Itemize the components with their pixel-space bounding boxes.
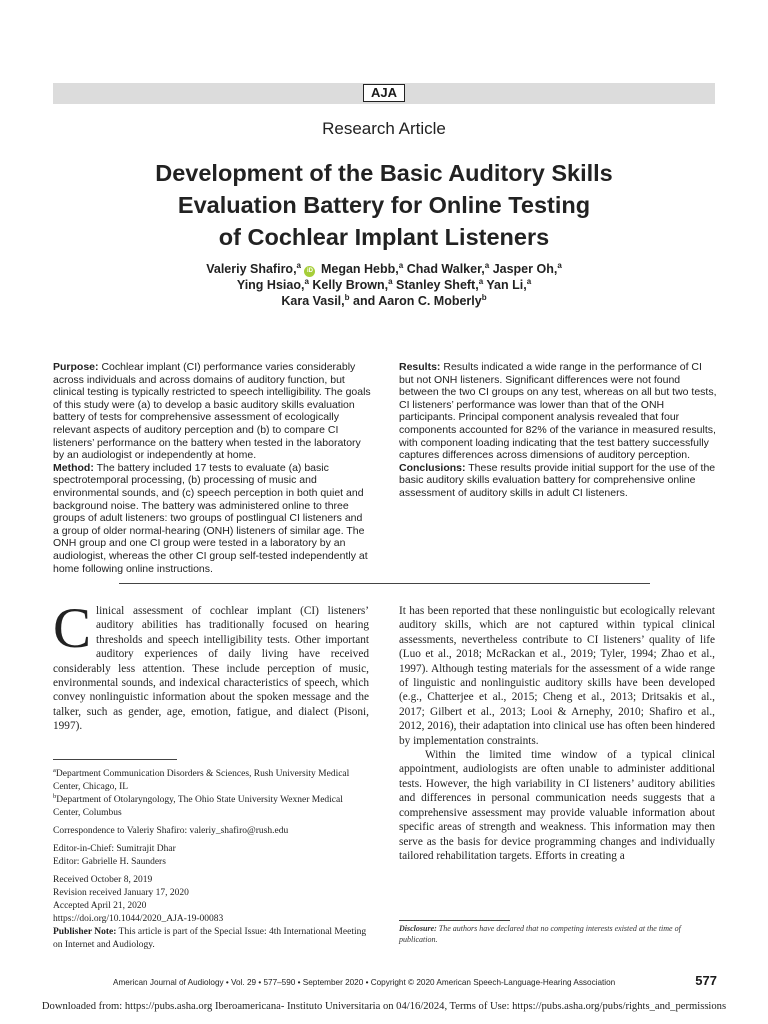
affiliation-a	[53, 768, 371, 794]
correspondence: Correspondence to Valeriy Shafiro: valeriy_shafiro@rush.edu	[53, 826, 289, 836]
affiliation-b-text: Department of Otolaryngology, The Ohio State University Wexner Medical Center, Columbus	[53, 795, 343, 818]
affiliation-b-mark: b	[53, 793, 57, 800]
abstract-conclusions	[399, 462, 717, 500]
affiliation-mark: b	[344, 293, 350, 302]
body-paragraph: Within the limited time window of a typical clinical appointment, audiologists are often unable to administer additional tests. However, the high variability in CI listeners’ auditory abilities and differences in personal communication needs suggests that a comprehensive assessment may provide valuable information about specific areas of strength and weakness. This information may then serve as the basis for device programming changes and individually tailored rehabilitation targets. Efforts in creating a	[399, 749, 715, 862]
disclosure-divider	[399, 920, 510, 921]
abstract-results	[399, 361, 717, 462]
page-number: 577	[695, 973, 717, 988]
disclosure	[399, 923, 717, 945]
author-name: Megan Hebb,	[320, 262, 399, 276]
abstract-purpose-text: Cochlear implant (CI) performance varies considerably across individuals and across domains of auditory function, but clinical testing is typically restricted to speech intelligibility. The goals of this study were (a) to develop a basic auditory skills evaluation battery of tests for comprehensive assessment of ecologically relevant aspects of auditory perception and (b) to compare CI listeners’ performance on the battery when tested in the laboratory by an audiologist or independently at home.	[53, 361, 371, 462]
download-line: Downloaded from: https://pubs.asha.org Iberoamericana- Instituto Universitaria on 04/16/2024, Terms of Use: https://pubs.asha.org/pubs/rights_and_permissions	[41, 1001, 727, 1012]
author-name: Yan Li,	[486, 278, 527, 292]
disclosure-text: The authors have declared that no competing interests existed at the time of publication.	[399, 924, 681, 944]
journal-tag: AJA	[363, 84, 405, 102]
received-date: Received October 8, 2019	[53, 875, 153, 885]
intro-paragraph	[53, 597, 369, 734]
publisher-note	[53, 926, 371, 952]
affiliation-mark: a	[484, 261, 490, 270]
affiliation-a-mark: a	[53, 767, 56, 774]
affiliation-mark: a	[398, 261, 404, 270]
disclosure-label: Disclosure:	[399, 924, 437, 933]
abstract-right-column	[399, 361, 717, 500]
abstract-method-label: Method:	[53, 461, 94, 474]
abstract-results-label: Results:	[399, 361, 441, 373]
affiliation-mark: a	[388, 277, 393, 286]
article-title	[90, 157, 678, 253]
body-paragraph: It has been reported that these nonlinguistic but ecologically relevant auditory skills, which are not captured within typical clinical assessments, nevertheless contribute to CI listeners’ quality of life (Luo et al., 2018; McRackan et al., 2019; Tyler, 1994; Zhao et al., 1997). Although testing materials for the assessment of a wide range of linguistic and nonlinguistic auditory skills have been developed (e.g., Chatterjee et al., 2015; Cheng et al., 2013; Dritsakis et al., 2017; Gilbert et al., 2013; Looi & Arnephy, 2010; Shafiro et al., 2012, 2016), their adaptation into clinical use has often been hindered by implementation constraints.	[399, 605, 715, 747]
affiliation-mark: b	[481, 293, 487, 302]
abstract-purpose-label: Purpose:	[53, 361, 99, 373]
footer-citation: American Journal of Audiology • Vol. 29 • 577–590 • September 2020 • Copyright © 2020 American Speech-Language-Hearing Association	[113, 978, 616, 987]
affiliation-b	[53, 794, 371, 820]
footnote-divider	[53, 759, 177, 760]
abstract-conclusions-text: These results provide initial support for the use of the basic auditory skills evaluation battery for comprehensive online assessment of auditory skills in adult CI listeners.	[399, 461, 716, 499]
footnotes	[53, 768, 371, 952]
affiliation-a-text: Department Communication Disorders & Sciences, Rush University Medical Center, Chicago, IL	[53, 769, 350, 792]
author-name: Ying Hsiao,	[236, 278, 305, 292]
author-name: Chad Walker,	[406, 262, 485, 276]
author-name: Jasper Oh,	[492, 262, 558, 276]
article-type: Research Article	[322, 119, 446, 138]
affiliation-mark: a	[296, 261, 301, 270]
publisher-note-label: Publisher Note:	[53, 927, 117, 937]
revision-date: Revision received January 17, 2020	[53, 888, 189, 898]
intro-paragraph-text: linical assessment of cochlear implant (CI) listeners’ auditory abilities has traditionally focused on hearing thresholds and speech intelligibility tests. Other important auditory experiences of daily living have received considerably less attention. These include perception of music, environmental sounds, and indexical characteristics of speech, which convey nonlinguistic information about the spoken message and the talker, such as gender, age, emotion, fatigue, and dialect (Pisoni, 1997).	[53, 605, 369, 733]
orcid-icon[interactable]: iD	[304, 266, 315, 277]
editor: Editor: Gabrielle H. Saunders	[53, 857, 166, 867]
doi-link[interactable]: https://doi.org/10.1044/2020_AJA-19-00083	[53, 914, 224, 924]
editor-in-chief: Editor-in-Chief: Sumitrajit Dhar	[53, 844, 176, 854]
abstract-conclusions-label: Conclusions:	[399, 461, 466, 474]
author-list	[90, 261, 678, 309]
body-right-column	[399, 604, 715, 863]
author-name: Stanley Sheft,	[396, 278, 479, 292]
abstract-method	[53, 462, 371, 575]
abstract-results-text: Results indicated a wide range in the performance of CI but not ONH listeners. Significant differences were not found between the two CI groups on any test, whereas on all but two tests, CI listeners’ performance was lower than that of the ONH participants. Principal component analysis revealed that four components accounted for 82% of the variance in measured results, with component loading indicating that the test battery successfully captures differences across dimensions of auditory perception.	[399, 361, 717, 462]
accepted-date: Accepted April 21, 2020	[53, 901, 147, 911]
title-line: of Cochlear Implant Listeners	[218, 224, 550, 250]
abstract-left-column	[53, 361, 371, 575]
title-line: Development of the Basic Auditory Skills	[155, 160, 613, 186]
abstract-purpose	[53, 361, 371, 462]
affiliation-mark: a	[526, 277, 532, 286]
author-name: and Aaron C. Moberly	[353, 294, 482, 308]
affiliation-mark: a	[304, 277, 309, 286]
affiliation-mark: a	[557, 261, 562, 270]
author-name: Kara Vasil,	[281, 294, 345, 308]
drop-cap: C	[53, 597, 92, 660]
publisher-note-text: This article is part of the Special Issue: 4th International Meeting on Internet and Audiology.	[53, 927, 367, 950]
abstract-method-text: The battery included 17 tests to evaluate (a) basic spectrotemporal processing, (b) processing of music and environmental sounds, and (c) speech perception in both quiet and background noise. The battery was administered online to three groups of adult listeners: two groups of postlingual CI listeners and a group of older normal-hearing (ONH) listeners of similar age. The ONH group and one CI group were tested in a laboratory by an audiologist, whereas the other CI group self-tested independently at home following online instructions.	[53, 461, 368, 575]
author-name: Kelly Brown,	[312, 278, 389, 292]
author-name: Valeriy Shafiro,	[206, 262, 297, 276]
affiliation-mark: a	[478, 277, 484, 286]
abstract-divider	[119, 583, 650, 584]
body-left-column	[53, 597, 369, 734]
title-line: Evaluation Battery for Online Testing	[177, 192, 591, 218]
